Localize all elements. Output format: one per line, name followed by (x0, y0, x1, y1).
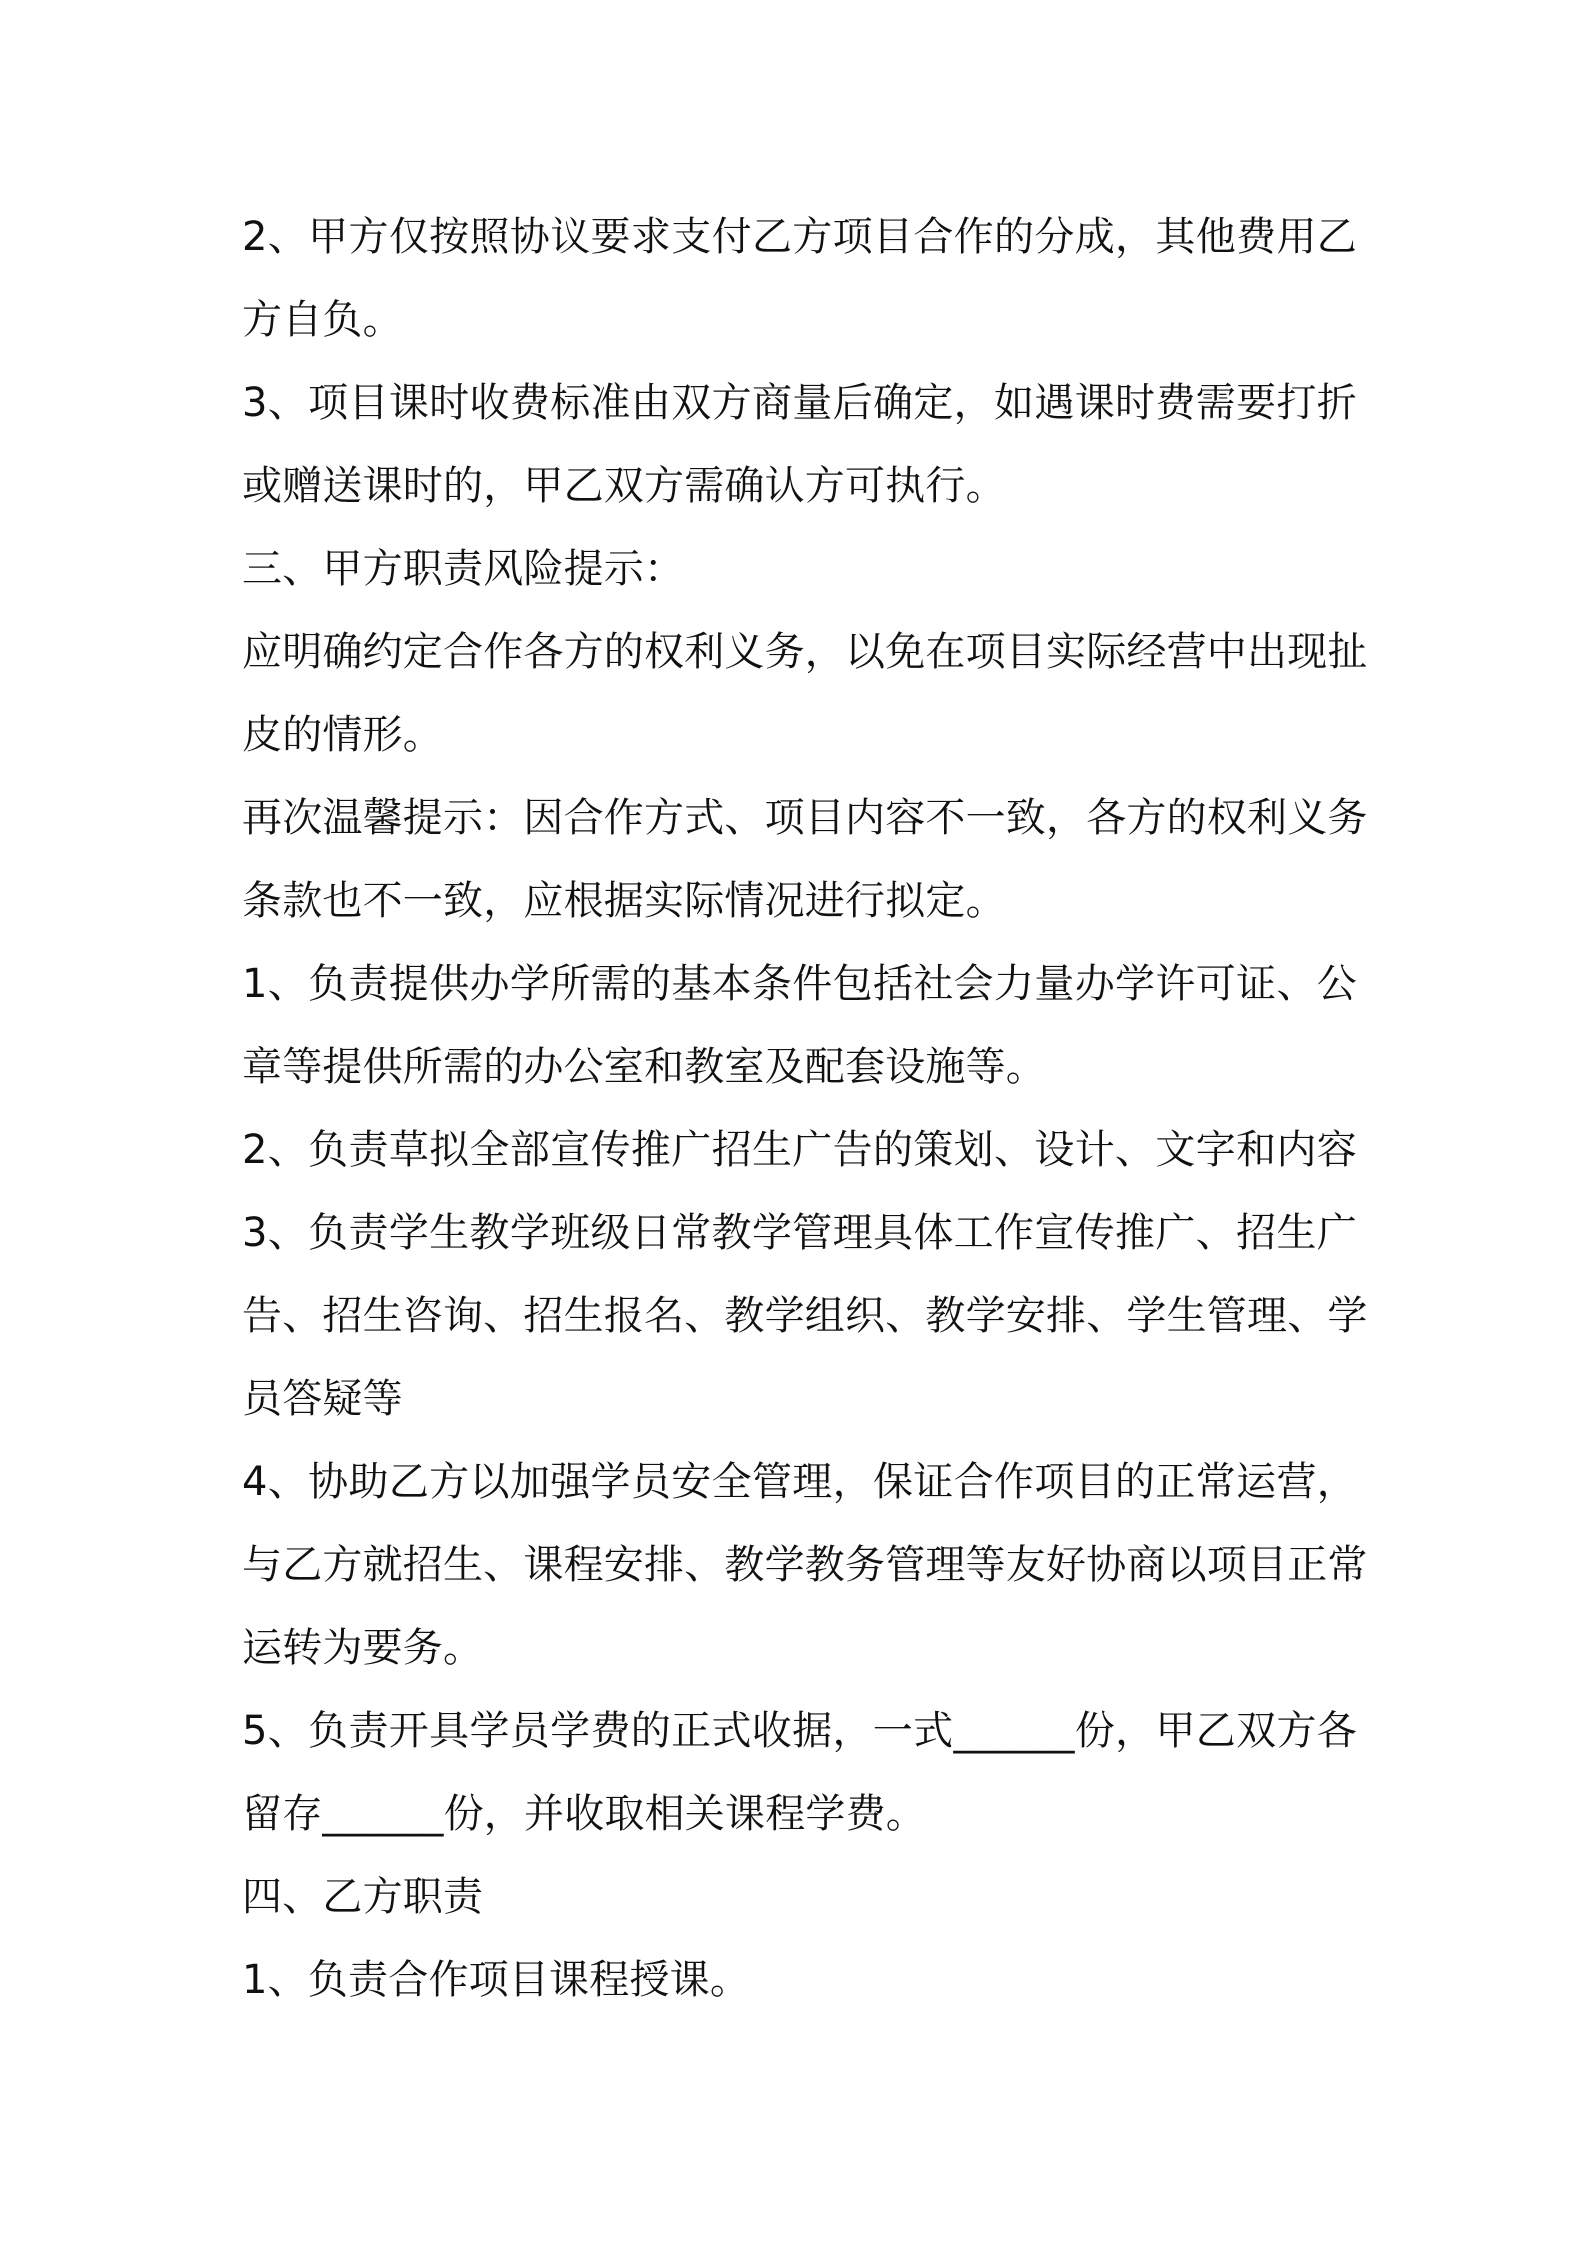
paragraph-line: 皮的情形。 (242, 712, 443, 758)
paragraph-line: 1、负责合作项目课程授课。 (242, 1957, 751, 2003)
paragraph-line: 条款也不一致，应根据实际情况进行拟定。 (242, 878, 1006, 924)
paragraph-line: 章等提供所需的办公室和教室及配套设施等。 (242, 1044, 1046, 1090)
paragraph-line: 2、负责草拟全部宣传推广招生广告的策划、设计、文字和内容 (242, 1127, 1357, 1173)
paragraph-line: 运转为要务。 (242, 1625, 484, 1671)
paragraph-line: 5、负责开具学员学费的正式收据，一式______份，甲乙双方各 (242, 1708, 1357, 1754)
paragraph-line: 应明确约定合作各方的权利义务，以免在项目实际经营中出现扯 (242, 629, 1368, 675)
paragraph-line: 2、甲方仅按照协议要求支付乙方项目合作的分成，其他费用乙 (242, 214, 1357, 260)
paragraph-line: 再次温馨提示：因合作方式、项目内容不一致，各方的权利义务 (242, 795, 1368, 841)
paragraph-line: 1、负责提供办学所需的基本条件包括社会力量办学许可证、公 (242, 961, 1357, 1007)
paragraph-line: 或赠送课时的，甲乙双方需确认方可执行。 (242, 463, 1006, 509)
paragraph-line: 方自负。 (242, 297, 403, 343)
paragraph-line: 3、负责学生教学班级日常教学管理具体工作宣传推广、招生广 (242, 1210, 1357, 1256)
document-body (242, 196, 1368, 2022)
section-heading: 四、乙方职责 (242, 1874, 484, 1920)
paragraph-line: 4、协助乙方以加强学员安全管理，保证合作项目的正常运营， (242, 1459, 1357, 1505)
section-heading: 三、甲方职责风险提示： (242, 546, 685, 592)
paragraph-line: 3、项目课时收费标准由双方商量后确定，如遇课时费需要打折 (242, 380, 1357, 426)
paragraph-line: 与乙方就招生、课程安排、教学教务管理等友好协商以项目正常 (242, 1542, 1368, 1588)
paragraph-line: 员答疑等 (242, 1376, 403, 1422)
paragraph-line: 告、招生咨询、招生报名、教学组织、教学安排、学生管理、学 (242, 1293, 1368, 1339)
paragraph-line: 留存______份，并收取相关课程学费。 (242, 1791, 926, 1837)
